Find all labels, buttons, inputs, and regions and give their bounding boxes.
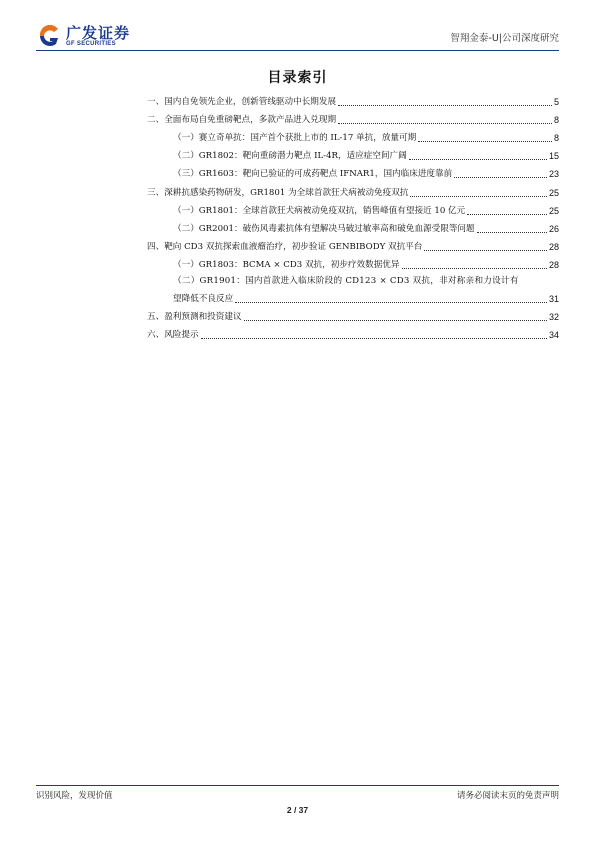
- toc-entry[interactable]: [147, 108, 559, 126]
- page-number: 2 / 37: [286, 805, 309, 815]
- toc-entry-text: 四、靶向 CD3 双抗探索血液瘤治疗，初步验证 GENBIBODY 双抗平台: [147, 241, 423, 252]
- toc-entry-text: （二）GR2001：破伤风毒素抗体有望解决马破过敏率高和破免血源受限等问题: [173, 223, 475, 234]
- toc-dot-leader: [201, 338, 547, 339]
- toc-entry-page: 23: [548, 169, 559, 180]
- toc-dot-leader: [467, 214, 547, 215]
- toc-entry[interactable]: [147, 235, 559, 253]
- toc-entry[interactable]: [147, 305, 559, 323]
- gf-securities-logo: [36, 22, 136, 52]
- toc-entry-page: 15: [548, 151, 559, 162]
- table-of-contents: [147, 90, 559, 341]
- toc-entry-page: 26: [548, 223, 559, 234]
- toc-entry-page: 25: [548, 205, 559, 216]
- toc-subentry[interactable]: [147, 144, 559, 162]
- toc-subentry[interactable]: [147, 217, 559, 235]
- toc-dot-leader: [338, 105, 552, 106]
- toc-entry-text: （一）赛立奇单抗：国产首个获批上市的 IL-17 单抗，放量可期: [173, 133, 417, 144]
- toc-dot-leader: [424, 250, 547, 251]
- toc-entry-text: 五、盈利预测和投资建议: [147, 312, 242, 323]
- toc-dot-leader: [454, 177, 547, 178]
- header-divider: [36, 50, 559, 51]
- footer-slogan: 识别风险，发现价值: [36, 791, 113, 801]
- toc-entry-page: 34: [548, 330, 559, 341]
- toc-entry-text: 三、深耕抗感染药物研发，GR1801 为全球首款狂犬病被动免疫双抗: [147, 187, 409, 198]
- gf-logo-icon: [36, 22, 64, 50]
- toc-entry-page: 32: [548, 312, 559, 323]
- toc-subentry[interactable]: [147, 126, 559, 144]
- toc-subentry-continuation[interactable]: [147, 287, 559, 305]
- toc-subentry[interactable]: [147, 271, 559, 287]
- toc-entry-page: 5: [553, 97, 559, 108]
- report-label: 智翔金泰-U|公司深度研究: [450, 33, 559, 44]
- toc-entry-page: 25: [548, 187, 559, 198]
- toc-entry[interactable]: [147, 180, 559, 198]
- toc-dot-leader: [338, 123, 552, 124]
- toc-entry[interactable]: [147, 323, 559, 341]
- toc-entry[interactable]: [147, 90, 559, 108]
- toc-entry-text: 望降低不良反应: [173, 294, 234, 305]
- toc-entry-text: （三）GR1603：靶向已验证的可成药靶点 IFNAR1，国内临床进度靠前: [173, 169, 453, 180]
- toc-entry-text: （一）GR1803：BCMA × CD3 双抗，初步疗效数据优异: [173, 259, 400, 270]
- footer-divider: [36, 785, 559, 786]
- toc-dot-leader: [477, 232, 547, 233]
- toc-entry-text: （二）GR1901：国内首款进入临床阶段的 CD123 × CD3 双抗，非对称亲和力设计有: [173, 275, 519, 286]
- toc-entry-text: 六、风险提示: [147, 330, 199, 341]
- toc-dot-leader: [418, 141, 552, 142]
- toc-dot-leader: [410, 196, 547, 197]
- logo-chinese-name: 广发证券: [66, 24, 131, 42]
- toc-dot-leader: [235, 302, 547, 303]
- toc-entry-text: （一）GR1801：全球首款狂犬病被动免疫双抗，销售峰值有望接近 10 亿元: [173, 205, 466, 216]
- footer-disclaimer-note: 请务必阅读末页的免责声明: [456, 791, 559, 801]
- toc-dot-leader: [402, 268, 547, 269]
- toc-dot-leader: [409, 159, 547, 160]
- toc-entry-text: 二、全面布局自免重磅靶点，多款产品进入兑现期: [147, 115, 337, 126]
- logo-english-name: GF SECURITIES: [66, 41, 116, 47]
- toc-entry-page: 8: [553, 115, 559, 126]
- toc-title: 目录索引: [267, 70, 328, 86]
- toc-entry-page: 28: [548, 259, 559, 270]
- toc-entry-text: （二）GR1802：靶向重磅潜力靶点 IL-4R，适应症空间广阔: [173, 151, 407, 162]
- toc-dot-leader: [244, 320, 547, 321]
- toc-entry-page: 8: [553, 133, 559, 144]
- toc-entry-page: 28: [548, 241, 559, 252]
- toc-subentry[interactable]: [147, 199, 559, 217]
- toc-entry-text: 一、国内自免领先企业，创新管线驱动中长期发展: [147, 97, 337, 108]
- toc-subentry[interactable]: [147, 162, 559, 180]
- toc-subentry[interactable]: [147, 253, 559, 271]
- toc-entry-page: 31: [548, 294, 559, 305]
